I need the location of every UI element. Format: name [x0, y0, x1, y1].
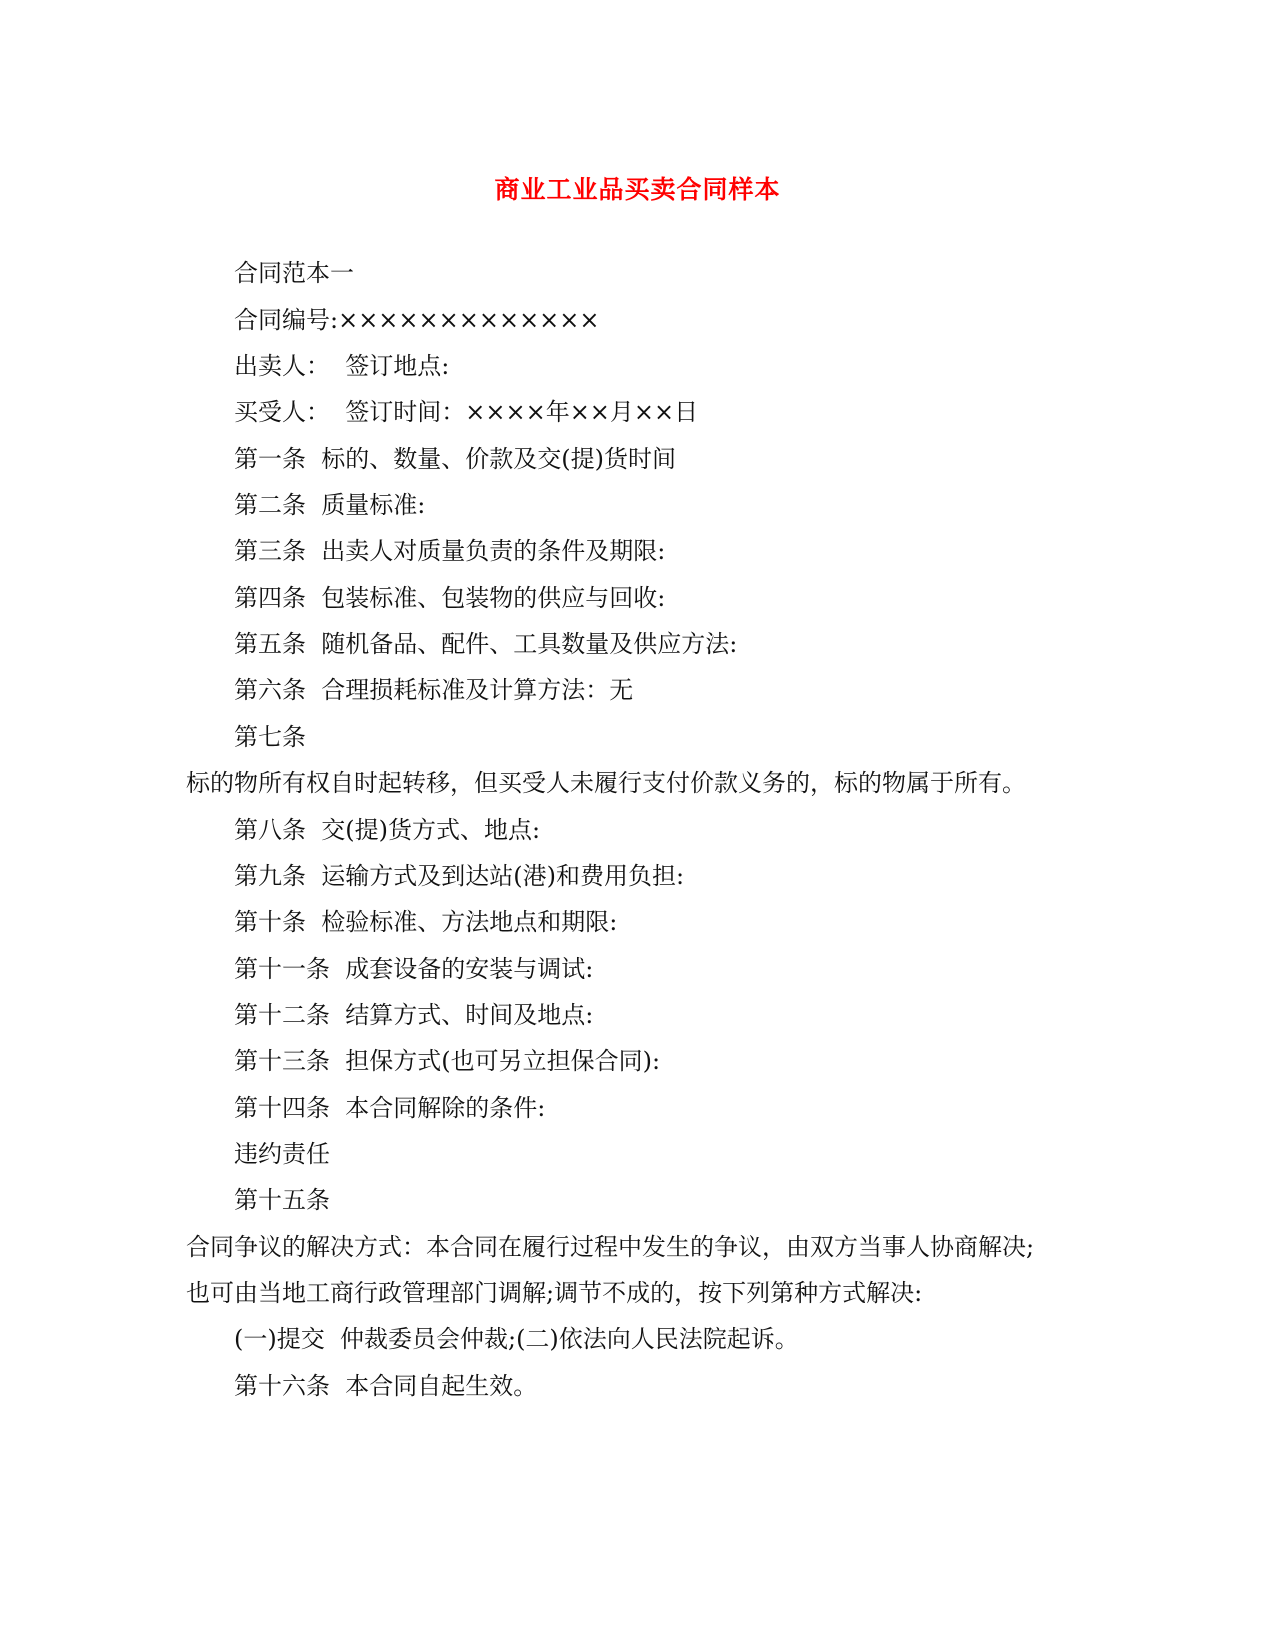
article-7-heading: 第七条	[234, 723, 306, 751]
document-title: 商业工业品买卖合同样本	[494, 175, 781, 204]
article-7-text: 标的物所有权自时起转移，但买受人未履行支付价款义务的，标的物属于所有。	[186, 769, 1026, 797]
article-8: 第八条 交(提)货方式、地点:	[234, 816, 541, 844]
buyer-line: 买受人： 签订时间：××××年××月××日	[234, 398, 699, 426]
article-15-text-1: 合同争议的解决方式：本合同在履行过程中发生的争议，由双方当事人协商解决;	[186, 1233, 1035, 1261]
article-12: 第十二条 结算方式、时间及地点:	[234, 1001, 594, 1029]
article-1: 第一条 标的、数量、价款及交(提)货时间	[234, 445, 676, 473]
article-15-heading: 第十五条	[234, 1186, 330, 1214]
article-13: 第十三条 担保方式(也可另立担保合同):	[234, 1047, 661, 1075]
article-10: 第十条 检验标准、方法地点和期限:	[234, 908, 618, 936]
article-3: 第三条 出卖人对质量负责的条件及期限:	[234, 537, 666, 565]
seller-line: 出卖人： 签订地点:	[234, 352, 450, 380]
contract-template-label: 合同范本一	[234, 259, 354, 287]
breach-liability-heading: 违约责任	[234, 1140, 330, 1168]
article-2: 第二条 质量标准:	[234, 491, 426, 519]
article-16: 第十六条 本合同自起生效。	[234, 1372, 538, 1400]
article-6: 第六条 合理损耗标准及计算方法：无	[234, 676, 634, 704]
article-11: 第十一条 成套设备的安装与调试:	[234, 955, 594, 983]
article-9: 第九条 运输方式及到达站(港)和费用负担:	[234, 862, 685, 890]
article-14: 第十四条 本合同解除的条件:	[234, 1094, 546, 1122]
dispute-options: (一)提交 仲裁委员会仲裁;(二)依法向人民法院起诉。	[234, 1325, 799, 1353]
article-4: 第四条 包装标准、包装物的供应与回收:	[234, 584, 666, 612]
contract-number: 合同编号:×××××××××××××	[234, 306, 600, 334]
article-5: 第五条 随机备品、配件、工具数量及供应方法:	[234, 630, 738, 658]
article-15-text-2: 也可由当地工商行政管理部门调解;调节不成的，按下列第种方式解决:	[186, 1279, 923, 1307]
